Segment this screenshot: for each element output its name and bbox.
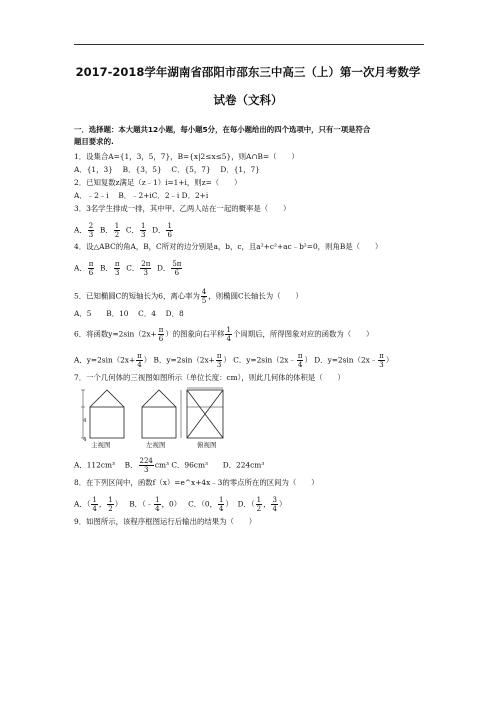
q9-stem: 9．如图所示，该程序框图运行后输出的结果为（ ） [74, 517, 257, 526]
fraction: $\frac{1}{2}$ [108, 496, 113, 513]
fraction: $\frac{3}{4}$ [272, 496, 277, 513]
q6-stem: 6．将函数y=2sin（2x+ $\frac{\pi}{6}$ ）的图象向右平移 $\frac{1}{4}$ 个周期后，所得图象对应的函数为（ ） [74, 326, 374, 343]
fraction: $\frac{\pi}{4}$ [137, 352, 142, 369]
top-view-caption: 俯视图 [197, 441, 217, 449]
fraction: $\frac{5\pi}{6}$ [172, 260, 182, 277]
q8-stem: 8．在下列区间中，函数f（x）=e^x+4x﹣3的零点所在的区间为（ ） [74, 478, 319, 487]
q4-options: A． $\frac{\pi}{6}$ B． $\frac{\pi}{3}$ C． $\frac{2\pi}{3}$ D． $\frac{5\pi}{6}$ [74, 260, 182, 277]
fraction: $\frac{\pi}{3}$ [379, 352, 384, 369]
fraction: $\frac{2\pi}{3}$ [141, 260, 151, 277]
fraction: $\frac{224}{3}$ [139, 457, 153, 474]
side-view-caption: 左视图 [146, 441, 166, 449]
fraction: $\frac{\pi}{3}$ [216, 352, 222, 369]
fraction: $\frac{\pi}{4}$ [297, 352, 303, 369]
front-view-figure [81, 390, 124, 438]
q1-stem: 1．设集合A={1，3，5，7}，B={x|2≤x≤5}，则A∩B=（ ） [74, 152, 299, 161]
fraction: $\frac{\pi}{6}$ [158, 326, 164, 343]
q5-stem: 5．已知椭圆C的短轴长为6，离心率为 $\frac{4}{5}$ ，则椭圆C长轴长为（ ） [74, 288, 303, 305]
fraction: $\frac{1}{4}$ [155, 496, 160, 513]
fraction: $\frac{1}{2}$ [114, 222, 120, 239]
fraction: $\frac{1}{2}$ [256, 496, 262, 513]
fraction: $\frac{1}{4}$ [226, 326, 231, 343]
front-dim-label: 4 [83, 437, 87, 443]
header-rule [74, 44, 424, 45]
q7-options: A．112cm³ B． $\frac{224}{3}$ cm³ C．96cm³ D．224cm³ [74, 457, 265, 474]
front-view-caption: 主视图 [91, 441, 111, 449]
fraction: $\frac{\pi}{3}$ [114, 260, 120, 277]
q2-options: A．﹣2﹣i B．﹣2+iC．2﹣i D．2+i [74, 191, 209, 200]
q3-stem: 3．3名学生排成一排，其中甲、乙两人站在一起的概率是（ ） [74, 204, 291, 213]
fraction: $\frac{1}{6}$ [167, 222, 172, 239]
q6-options: A．y=2sin（2x+ $\frac{\pi}{4}$ ） B．y=2sin（2x+ $\frac{\pi}{3}$ ） C．y=2sin（2x﹣ $\frac{\pi}{4}$ ） D．y=2sin（2x﹣ $\frac{\pi}{3}$ ） [74, 352, 394, 369]
q3-options: A． $\frac{2}{3}$ B． $\frac{1}{2}$ C． $\frac{1}{3}$ D． $\frac{1}{6}$ [74, 222, 172, 239]
fraction: $\frac{1}{3}$ [140, 222, 146, 239]
fraction: $\frac{2}{3}$ [88, 222, 94, 239]
three-view-figure [74, 385, 274, 445]
section-heading: 一．选择题：本大题共12小题，每小题5分，在每小题给出的四个选项中，只有一项是符合 [74, 125, 371, 134]
top-view-figure [181, 388, 223, 438]
q7-stem: 7．一个几何体的三视图如图所示（单位长度：cm），则此几何体的体积是（ ） [74, 373, 345, 382]
q4-stem: 4．设△ABC的角A，B，C所对的边分别是a，b，c，且a²+c²+ac﹣b²=0，则角B是（ ） [74, 242, 383, 251]
q8-options: A．（ $\frac{1}{4}$ ， $\frac{1}{2}$ ） B．（﹣ $\frac{1}{4}$ ，0） C．（0， $\frac{1}{4}$ ） D．（ $\frac{1}{2}$ ， $\frac{3}{4}$ ） [74, 496, 287, 513]
fraction: $\frac{\pi}{6}$ [88, 260, 94, 277]
fraction: $\frac{4}{5}$ [201, 288, 207, 305]
fraction: $\frac{1}{4}$ [92, 496, 97, 513]
paper-title-line2: 试卷（文科） [213, 93, 283, 107]
fraction: $\frac{1}{4}$ [219, 496, 224, 513]
q1-options: A．{1，3} B．{3，5} C．{5，7} D．{1，7} [74, 165, 260, 174]
q5-options: A．5 B．10 C．4 D．8 [74, 309, 184, 318]
paper-title-line1: 2017-2018学年湖南省邵阳市邵东三中高三（上）第一次月考数学 [75, 65, 421, 79]
front-dim-label-2: 4 [83, 418, 87, 424]
side-view-figure [142, 390, 176, 438]
section-heading-cont: 题目要求的. [74, 137, 114, 146]
q2-stem: 2．已知复数z满足（z﹣1）i=1+i，则z=（ ） [74, 178, 242, 187]
